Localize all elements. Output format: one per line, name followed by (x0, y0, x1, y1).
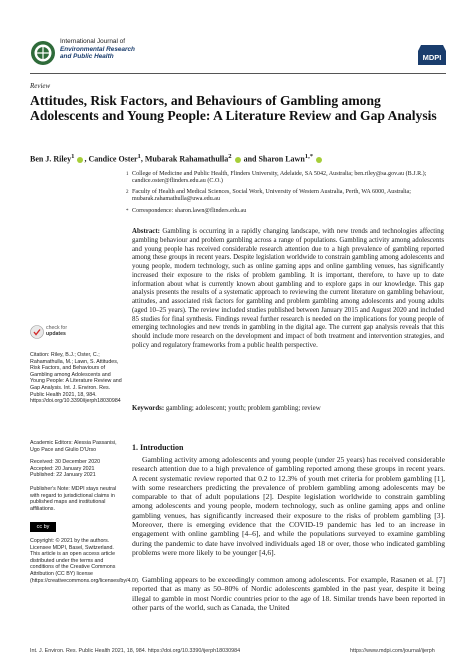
journal-name-line1: International Journal of (60, 38, 126, 45)
received-date: Received: 30 December 2020 (30, 459, 101, 465)
orcid-icon[interactable] (77, 157, 83, 163)
journal-name (60, 38, 135, 61)
author-name[interactable]: Sharon Lawn (258, 154, 305, 164)
affiliation-text: College of Medicine and Public Health, Flinders University, Adelaide, SA 5042, Australia; ben.riley@sa.gov.au (B.J.R.); candice.oster@flinders.edu.au (C.O.) (132, 171, 427, 185)
copyright-text: Copyright: © 2021 by the authors. Licensee MDPI, Basel, Switzerland. This article is an open access article distributed under the terms and conditions of the Creative Commons Attribution (CC BY) license (https://creativecommons.org/licenses/by/4.0/). (30, 538, 140, 584)
intro-paragraph (132, 575, 445, 612)
orcid-icon[interactable] (316, 157, 322, 163)
author-affil-sup: 1 (71, 153, 75, 160)
affiliation-number: * (126, 209, 129, 214)
cc-by-icon: cc by (30, 522, 56, 532)
check-label-2: updates (46, 331, 66, 337)
correspondence-text: Correspondence: sharon.lawn@flinders.edu.au (132, 208, 247, 214)
journal-name-line2: Environmental Research (60, 45, 135, 53)
keywords-label: Keywords: (132, 405, 165, 412)
journal-logo (30, 40, 56, 66)
cc-license-badge[interactable] (30, 522, 56, 532)
academic-editors: Academic Editors: Alessia Passanisi, Ugo Pace and Giulio D'Urso (30, 440, 117, 453)
keywords (132, 405, 444, 414)
abstract-text: Gambling is occurring in a rapidly changing landscape, with new trends and technologies affecting gambling behaviour and problem gambling across a range of populations. Gambling activity among adolescents and young people has received considerable research attention due to a high prevalence of gambling reported among these groups in recent years. Despite legislation worldwide to constrain gambling among adolescents and young people, modern technology, such as online gaming apps and online gambling venues, has significantly increased their exposure to the risks of problem gambling. It is important, therefore, to have up to date information about what is currently known about gambling and to explore gaps in our knowledge. This gap analysis presents the results of a systematic approach to reviewing the current literature on gambling behaviour, attitudes, and associated risk factors for gambling and problem gambling among adolescents and young adults (aged 10–25 years). The review included studies published between January 2015 and August 2020 and included 85 studies for final synthesis. Findings reveal further research is needed on the implications for young people of emerging technologies and new trends in gambling in the digital age. The current gap analysis reveals that this should include more research on the development and impact of both treatment and intervention strategies, and policy and regulatory frameworks from a public health perspective. (132, 228, 444, 349)
article-title: Attitudes, Risk Factors, and Behaviours of Gambling among Adolescents and Young People: A Literature Review and Gap Analysis (30, 93, 437, 123)
paragraph-text: Gambling appears to be exceedingly common among adolescents. For example, Rasanen et al. [7] reported that as many as 50–80% of Nordic adolescents gambled in the past year, despite it being illegal to gamble in most Nordic countries prior to the age of 18. Similar trends have been reported in other parts of the world, such as Canada, the United (132, 575, 445, 612)
affiliation (126, 171, 442, 186)
keywords-text: gambling; adolescent; youth; problem gambling; review (165, 405, 321, 412)
author-list: Ben J. Riley$^1$ , Candice Oster$^1$, Mubarak Rahamathulla$^2$ and Sharon Lawn$^{1,*}$ (30, 153, 444, 164)
mdpi-logo (417, 43, 447, 67)
author-name[interactable]: Ben J. Riley (30, 154, 72, 164)
abstract-label: Abstract: (132, 228, 160, 235)
journal-name-line3: and Public Health (60, 53, 114, 61)
author-name[interactable]: Mubarak Rahamathulla (144, 154, 229, 164)
affiliation-text: Faculty of Health and Medical Sciences, Social Work, University of Western Australia, Perth, WA 6000, Australia; mubarak.rahamathulla@uwa.edu.au (132, 189, 411, 203)
author-affil-sup: 1 (137, 153, 141, 160)
citation-block: Citation: Riley, B.J.; Oster, C.; Rahamathulla, M.; Lawn, S. Attitudes, Risk Factors, and Behaviours of Gambling among Adolescents and Young People: A Literature Review and Gap Analysis. Int. J. Environ. Res. Public Health 2021, 18, 984. https://doi.org/10.3390/ijerph18030984 (30, 352, 122, 405)
check-for-updates-badge[interactable] (30, 322, 76, 348)
mdpi-logo-text: MDPI (422, 53, 442, 62)
affiliation (126, 208, 442, 215)
section-heading: 1. Introduction (132, 443, 184, 452)
footer-citation: Int. J. Environ. Res. Public Health 2021, 18, 984. https://doi.org/10.3390/ijerph18030984 (30, 648, 241, 654)
accepted-date: Accepted: 20 January 2021 (30, 465, 95, 472)
affiliation (126, 189, 442, 204)
affiliation-number: 2 (126, 190, 129, 195)
header-rule (30, 73, 446, 74)
abstract (132, 228, 444, 351)
author-affil-sup: 1,* (304, 153, 314, 160)
check-label-1: check for (46, 325, 68, 331)
affiliation-number: 1 (126, 172, 129, 177)
author-name[interactable]: Candice Oster (88, 154, 138, 164)
paragraph-text: Gambling activity among adolescents and young people (under 25 years) has received considerable research attention due to a high prevalence of gambling reported among these groups in recent years. A recent systematic review reported that 0.2 to 12.3% of youth met criteria for problem gambling [1], with some researchers predicting the prevalence of problem gambling among adolescents may be comparable to that of adult populations [2]. Despite legislation worldwide to constrain gambling among adolescents and young people, modern technology, such as online gaming apps and online gambling venues, has significantly increased their exposure to the risks of problem gambling [3]. Moreover, there is emerging evidence that the COVID-19 pandemic has led to an increase in engagement with online gambling [4–6], and while the populations surveyed to examine gambling during the pandemic to date have involved individuals aged 18 or over, those who indicated gambling problems were more likely to be younger [4,6]. (132, 455, 445, 557)
publisher-note: Publisher's Note: MDPI stays neutral with regard to jurisdictional claims in published maps and institutional affiliations. (30, 486, 117, 512)
article-type: Review (30, 82, 51, 90)
intro-paragraph (132, 455, 445, 557)
check-updates-icon (30, 325, 44, 339)
dates-block (30, 459, 122, 479)
footer-url[interactable]: https://www.mdpi.com/journal/ijerph (350, 648, 435, 654)
author-affil-sup: 2 (228, 153, 232, 160)
orcid-icon[interactable] (235, 157, 241, 163)
published-date: Published: 22 January 2021 (30, 472, 96, 479)
